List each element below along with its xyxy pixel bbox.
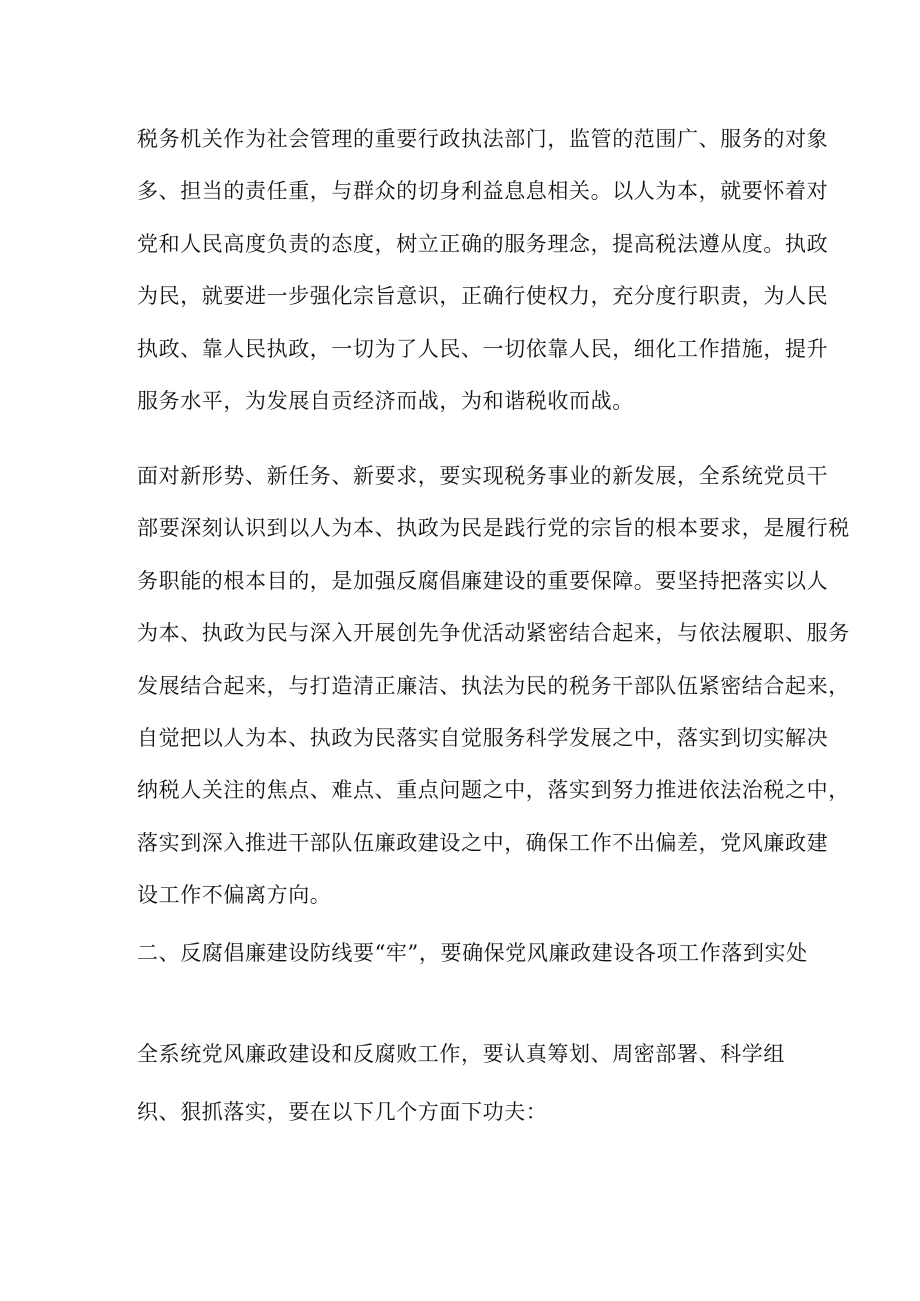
text-line: 多、担当的责任重，与群众的切身利益息息相关。以人为本，就要怀着对 xyxy=(137,179,829,204)
heading-text: 二、反腐倡廉建设防线要“牢”，要确保党风廉政建设各项工作落到实处 xyxy=(137,941,808,965)
text-line: 为民，就要进一步强化宗旨意识，正确行使权力，充分度行职责，为人民 xyxy=(137,284,829,309)
text-line: 党和人民高度负责的态度，树立正确的服务理念，提高税法遵从度。执政 xyxy=(137,231,829,256)
text-line: 部要深刻认识到以人为本、执政为民是践行党的宗旨的根本要求，是履行税 xyxy=(137,516,850,541)
text-line: 纳税人关注的焦点、难点、重点问题之中，落实到努力推进依法治税之中， xyxy=(137,778,850,803)
text-line: 服务水平，为发展自贡经济而战，为和谐税收而战。 xyxy=(137,388,634,413)
text-line: 落实到深入推进干部队伍廉政建设之中，确保工作不出偏差，党风廉政建 xyxy=(137,830,829,855)
text-line: 执政、靠人民执政，一切为了人民、一切依靠人民，细化工作措施，提升 xyxy=(137,336,829,361)
paragraph-anti-corruption-work xyxy=(137,1025,797,1141)
text-line: 税务机关作为社会管理的重要行政执法部门，监管的范围广、服务的对象 xyxy=(137,127,829,151)
paragraph-tax-authority-role xyxy=(137,113,829,427)
text-line: 为本、执政为民与深入开展创先争优活动紧密结合起来，与依法履职、服务 xyxy=(137,621,850,646)
text-line: 发展结合起来，与打造清正廉洁、执法为民的税务干部队伍紧密结合起来， xyxy=(137,673,850,698)
text-line: 自觉把以人为本、执政为民落实自觉服务科学发展之中，落实到切实解决 xyxy=(137,725,829,750)
text-line: 全系统党风廉政建设和反腐败工作，要认真筹划、周密部署、科学组 xyxy=(137,1042,785,1066)
text-line: 务职能的根本目的，是加强反腐倡廉建设的重要保障。要坚持把落实以人 xyxy=(137,568,829,593)
paragraph-new-situation xyxy=(137,450,850,922)
section-heading xyxy=(137,927,808,979)
text-line: 设工作不偏离方向。 xyxy=(137,883,332,908)
text-line: 面对新形势、新任务、新要求，要实现税务事业的新发展，全系统党员干 xyxy=(137,464,829,488)
text-line: 织、狠抓落实，要在以下几个方面下功夫： xyxy=(137,1100,548,1124)
